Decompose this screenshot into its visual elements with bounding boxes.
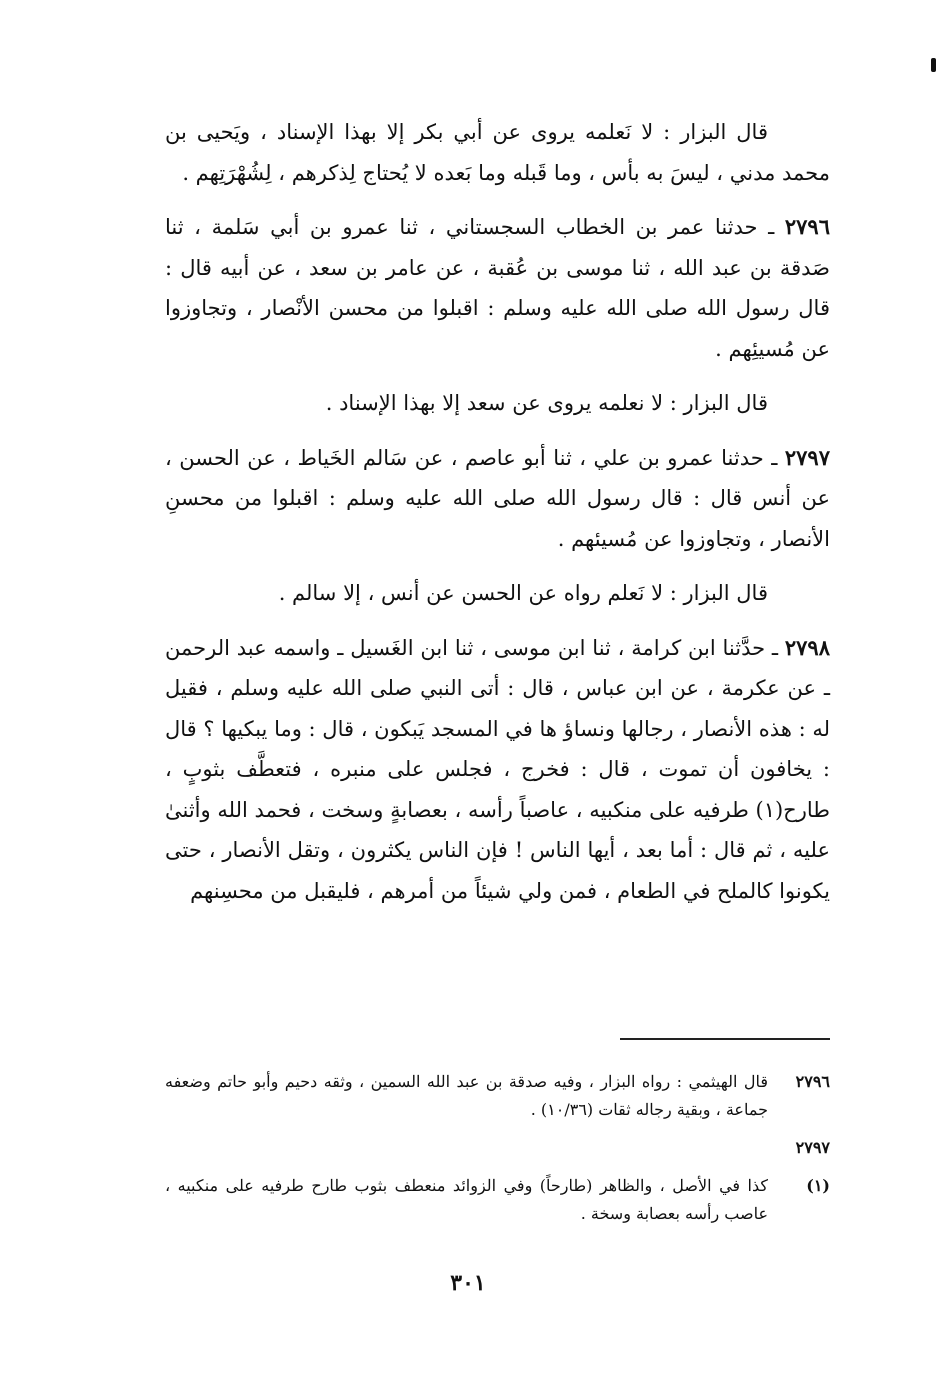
footnote-text: قال الهيثمي : رواه البزار ، وفيه صدقة بن عبد الله السمين ، وثقه دحيم وأبو حاتم وضعفه جماعة ، وبقية رجاله ثقات (١٠/٣٦) . — [165, 1072, 768, 1119]
bazzar-comment-3 — [165, 573, 830, 614]
footnote-text — [165, 1134, 768, 1162]
footnote-number: ٢٧٩٧ — [795, 1138, 830, 1157]
footnote — [165, 1068, 830, 1124]
hadith-number: ٢٧٩٦ — [784, 214, 830, 239]
footnote-number: (١) — [806, 1176, 830, 1195]
main-text — [165, 112, 830, 925]
hadith-text: ـ حدَّثنا ابن كرامة ، ثنا ابن موسى ، ثنا ابن الغَسيل ـ واسمه عبد الرحمن ـ عن عكرمة ، عن ابن عباس ، قال : أتى النبي صلى الله عليه وسلم ، فقيل له : هذه الأنصار ، رجالها ونساؤ ها في المسجد يَبكون ، قال : وما يبكيها ؟ قال : يخافون أن تموت ، قال : فخرج ، فجلس على منبره ، فتعطَّف بثوبٍ ، طارح(١) طرفيه على منكبيه ، عاصباً رأسه ، بعصابةٍ وسخت ، فحمد الله وأثنىٰ عليه ، ثم قال : أما بعد ، أيها الناس ! فإن الناس يكثرون ، وتقل الأنصار ، حتى يكونوا كالملح في الطعام ، فمن ولي شيئاً من أمرهم ، فليقبل من محسِنهم — [165, 635, 830, 903]
footnotes — [165, 1068, 830, 1238]
hadith-number: ٢٧٩٧ — [784, 444, 830, 470]
hadith-2798 — [165, 628, 830, 912]
bazzar-comment-1 — [165, 112, 830, 193]
footnote-divider — [620, 1038, 830, 1040]
hadith-2796 — [165, 207, 830, 369]
footnote-number: ٢٧٩٦ — [795, 1072, 830, 1091]
footnote-text: كذا في الأصل ، والظاهر (طارحاً) وفي الزوائد منعطف بثوب طارح طرفيه على منكبيه ، عاصب رأسه بعصابة وسخة . — [165, 1176, 769, 1223]
paragraph-text: قال البزار : لا نَعلمه يروى عن أبي بكر إلا بهذا الإسناد ، ويَحيى بن محمد مدني ، ليسَ به بأس ، وما قَبله وما بَعده لا يُحتاج لِذكرهم ، لِشُهْرَتِهم . — [165, 120, 830, 185]
page-number: ٣٠١ — [450, 1270, 486, 1296]
hadith-number: ٢٧٩٨ — [784, 634, 830, 660]
edge-mark — [931, 58, 936, 72]
footnote — [165, 1172, 830, 1228]
paragraph-text: قال البزار : لا نعلمه يروى عن سعد إلا بهذا الإسناد . — [325, 391, 768, 415]
footnote — [165, 1134, 830, 1162]
bazzar-comment-2 — [165, 383, 830, 424]
hadith-text: ـ حدثنا عمرو بن علي ، ثنا أبو عاصم ، عن سَالم الخَياط ، عن الحسن ، عن أنس قال : قال رسول الله صلى الله عليه وسلم : اقبلوا من محسنِ الأنصار ، وتجاوزوا عن مُسيئهم . — [165, 445, 830, 551]
hadith-text: ـ حدثنا عمر بن الخطاب السجستاني ، ثنا عمرو بن أبي سَلمة ، ثنا صَدقة بن عبد الله ، ثنا موسى بن عُقبة ، عن عامر بن سعد ، عن أبيه قال : قال رسول الله صلى الله عليه وسلم : اقبلوا من محسن الأنْصار ، وتجاوزوا عن مُسيئِهم . — [165, 215, 830, 361]
paragraph-text: قال البزار : لا نَعلم رواه عن الحسن عن أنس ، إلا سالم . — [278, 581, 768, 605]
hadith-2797 — [165, 438, 830, 560]
